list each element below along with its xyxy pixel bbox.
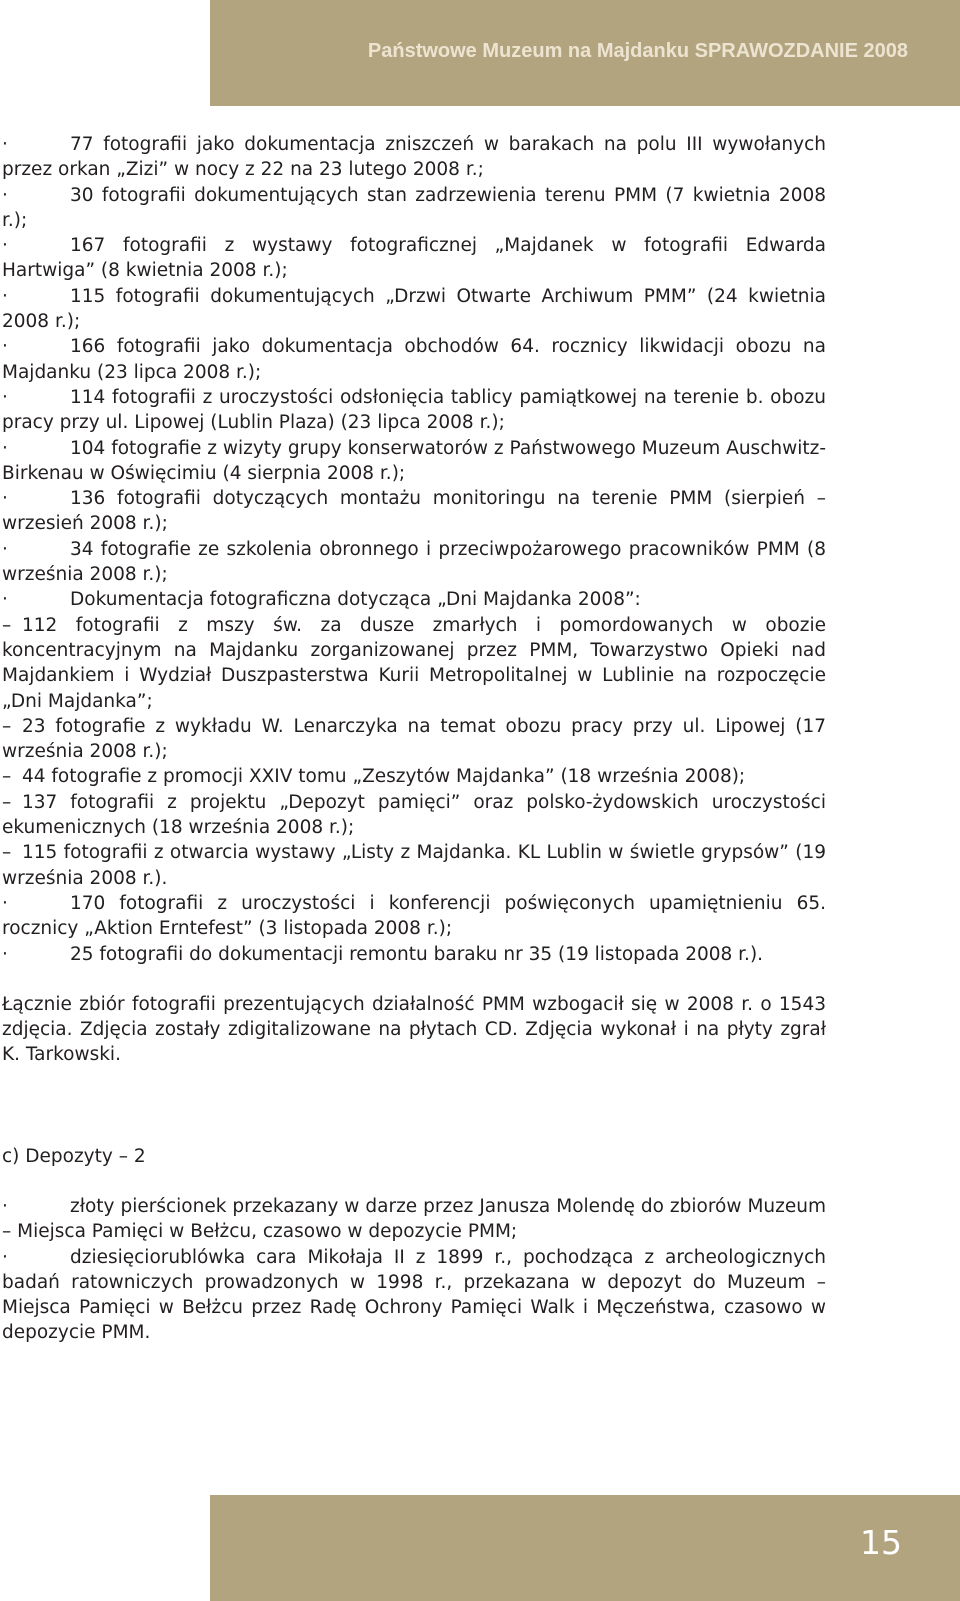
list-marker: · [2, 538, 8, 560]
list-item-text: 30 fotografii dokumentujących stan zadrzewienia terenu PMM (7 kwietnia 2008 r.); [2, 184, 826, 231]
list-marker: · [2, 386, 8, 408]
list-item [2, 714, 826, 765]
list-item-text: 44 fotografie z promocji XXIV tomu „Zeszytów Majdanka” (18 września 2008); [22, 766, 746, 788]
footer-bar [210, 1495, 960, 1601]
header-title: Państwowe Muzeum na Majdanku SPRAWOZDANIE 2008 [367, 40, 908, 62]
list-item [2, 790, 826, 841]
list-item [2, 385, 826, 436]
list-item [2, 486, 826, 537]
list-item [2, 613, 826, 714]
section-heading: c) Depozyty – 2 [2, 1145, 146, 1167]
list-item [2, 764, 826, 789]
list-marker: · [2, 1246, 8, 1268]
list-marker: – [2, 715, 12, 737]
page-content [2, 132, 826, 1346]
list-marker: · [2, 235, 8, 257]
list-item-text: 112 fotografii z mszy św. za dusze zmarłych i pomordowanych w obozie koncentracyjnym na Majdanku zorganizowanej przez PMM, Towarzystwo Opieki nad Majdankiem i Wydział Duszpasterstwa Kurii Metropolitalnej w Lublinie na rozpoczęcie „Dni Majdanka”; [2, 614, 826, 712]
list-item-text: dziesięciorublówka cara Mikołaja II z 1899 r., pochodząca z archeologicznych badań ratowniczych prowadzonych w 1998 r., przekazana w depozyt do Muzeum – Miejsca Pamięci w Bełżcu przez Radę Ochrony Pamięci Walk i Męczeństwa, czasowo w depozycie PMM. [2, 1246, 826, 1344]
list-marker: – [2, 842, 12, 864]
list-item [2, 891, 826, 942]
list-marker: – [2, 791, 12, 813]
list-marker: · [2, 892, 8, 914]
list-marker: · [2, 943, 8, 965]
page-number: 15 [860, 1523, 902, 1562]
list-item [2, 537, 826, 588]
list-item [2, 1245, 826, 1346]
list-marker: · [2, 184, 8, 206]
list-item-text: 77 fotografii jako dokumentacja zniszczeń w barakach na polu III wywołanych przez orkan „Zizi” w nocy z 22 na 23 lutego 2008 r.; [2, 134, 826, 181]
list-item-text: 23 fotografie z wykładu W. Lenarczyka na temat obozu pracy przy ul. Lipowej (17 września 2008 r.); [2, 715, 826, 763]
header-bar [210, 0, 960, 106]
list-item [2, 587, 826, 612]
list-item-text: 115 fotografii z otwarcia wystawy „Listy z Majdanka. KL Lublin w świetle grypsów” (19 września 2008 r.). [2, 842, 826, 889]
list-marker: – [2, 766, 12, 788]
list-marker: · [2, 285, 8, 307]
list-marker: · [2, 336, 8, 358]
list-item-text: 34 fotografie ze szkolenia obronnego i przeciwpożarowego pracowników PMM (8 września 2008 r.); [2, 538, 826, 586]
list-item-text: 170 fotografii z uroczystości i konferencji poświęconych upamiętnieniu 65. rocznicy „Aktion Erntefest” (3 listopada 2008 r.); [2, 892, 826, 940]
list-marker: · [2, 488, 8, 510]
list-item [2, 132, 826, 183]
list-item-text: 137 fotografii z projektu „Depozyt pamięci” oraz polsko-żydowskich uroczystości ekumenicznych (18 września 2008 r.); [2, 791, 826, 839]
list-item-text: 25 fotografii do dokumentacji remontu baraku nr 35 (19 listopada 2008 r.). [70, 943, 764, 965]
photo-list [2, 132, 826, 967]
list-marker: · [2, 134, 8, 155]
list-item-text: 104 fotografie z wizyty grupy konserwatorów z Państwowego Muzeum Auschwitz-Birkenau w Oświęcimiu (4 sierpnia 2008 r.); [2, 437, 826, 484]
list-item-text: złoty pierścionek przekazany w darze przez Janusza Molendę do zbiorów Muzeum – Miejsca Pamięci w Bełżcu, czasowo w depozycie PMM; [2, 1195, 826, 1243]
list-item [2, 942, 826, 967]
list-item-text: 136 fotografii dotyczących montażu monitoringu na terenie PMM (sierpień – wrzesień 2008 r.); [2, 488, 826, 535]
summary-paragraph: Łącznie zbiór fotografii prezentujących działalność PMM wzbogacił się w 2008 r. o 1543 zdjęcia. Zdjęcia zostały zdigitalizowane na płytach CD. Zdjęcia wykonał i na płyty zgrał K. Tarkowski. [2, 993, 826, 1066]
list-item [2, 1194, 826, 1245]
list-item-text: 114 fotografii z uroczystości odsłonięcia tablicy pamiątkowej na terenie b. obozu pracy przy ul. Lipowej (Lublin Plaza) (23 lipca 2008 r.); [2, 386, 826, 434]
list-item-text: 166 fotografii jako dokumentacja obchodów 64. rocznicy likwidacji obozu na Majdanku (23 lipca 2008 r.); [2, 336, 826, 383]
list-marker: · [2, 437, 8, 459]
list-item [2, 840, 826, 891]
list-marker: – [2, 614, 12, 636]
list-marker: · [2, 1195, 8, 1217]
list-item-text: 167 fotografii z wystawy fotograficznej „Majdanek w fotografii Edwarda Hartwiga” (8 kwietnia 2008 r.); [2, 235, 826, 282]
list-item-text: 115 fotografii dokumentujących „Drzwi Otwarte Archiwum PMM” (24 kwietnia 2008 r.); [2, 285, 826, 333]
list-marker: · [2, 589, 8, 611]
list-item [2, 233, 826, 284]
list-item [2, 183, 826, 234]
list-item-text: Dokumentacja fotograficzna dotycząca „Dni Majdanka 2008”: [70, 589, 641, 611]
list-item [2, 436, 826, 487]
list-item [2, 284, 826, 335]
list-item [2, 334, 826, 385]
deposit-list [2, 1194, 826, 1346]
